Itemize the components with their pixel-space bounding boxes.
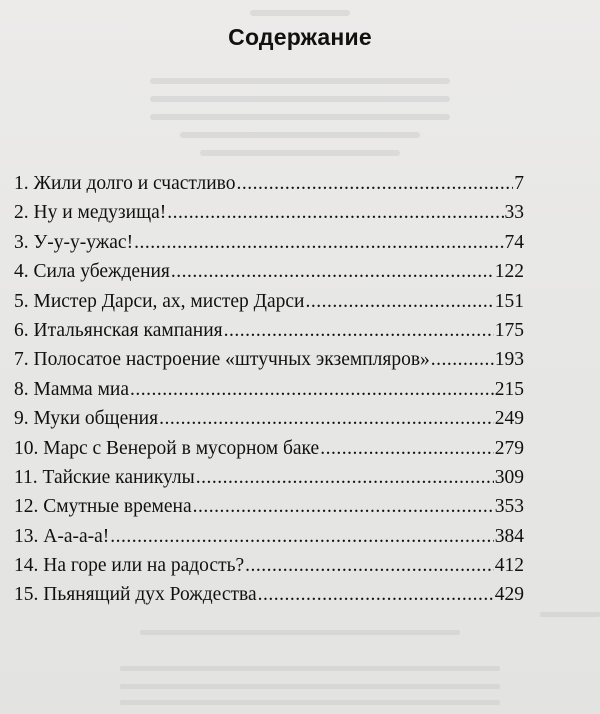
toc-page-number: 412 bbox=[494, 555, 524, 577]
show-through-mark bbox=[250, 10, 350, 16]
toc-page-number: 33 bbox=[504, 202, 524, 224]
toc-entry bbox=[14, 232, 524, 261]
show-through-mark bbox=[150, 78, 450, 84]
toc-entry-title: 11. Тайские каникулы bbox=[14, 466, 195, 488]
toc-entry bbox=[14, 349, 524, 378]
toc-leader-dots bbox=[130, 379, 494, 401]
toc-entry bbox=[14, 438, 524, 467]
toc-leader-dots bbox=[193, 496, 494, 518]
toc-entry bbox=[14, 467, 524, 496]
toc-leader-dots bbox=[236, 173, 513, 195]
toc-leader-dots bbox=[320, 438, 494, 460]
show-through-mark bbox=[120, 666, 500, 671]
toc-entry-title: 7. Полосатое настроение «штучных экземпляров» bbox=[14, 349, 430, 371]
toc-leader-dots bbox=[110, 526, 493, 548]
toc-page-number: 384 bbox=[494, 525, 524, 547]
toc-page-number: 175 bbox=[494, 319, 524, 341]
toc-leader-dots bbox=[159, 408, 494, 430]
toc-leader-dots bbox=[134, 232, 503, 254]
toc-page-number: 122 bbox=[494, 261, 524, 283]
toc-page-number: 74 bbox=[504, 231, 524, 253]
show-through-mark bbox=[120, 700, 500, 705]
toc-leader-dots bbox=[245, 555, 494, 577]
toc-entry bbox=[14, 379, 524, 408]
toc-entry-title: 8. Мамма миа bbox=[14, 378, 130, 400]
toc-entry-title: 3. У-у-у-ужас! bbox=[14, 231, 134, 253]
toc-entry-title: 1. Жили долго и счастливо bbox=[14, 173, 236, 194]
toc-entry bbox=[14, 526, 524, 555]
toc-entry-title: 4. Сила убеждения bbox=[14, 261, 170, 283]
toc-page-number: 215 bbox=[494, 378, 524, 400]
toc-leader-dots bbox=[167, 202, 503, 224]
page-title: Содержание bbox=[228, 24, 372, 50]
toc-entry bbox=[14, 584, 524, 613]
toc-entry bbox=[14, 291, 524, 320]
toc-page-number: 353 bbox=[494, 496, 524, 518]
toc-entry-title: 6. Итальянская кампания bbox=[14, 319, 223, 341]
toc-entry-title: 13. А-а-а-а! bbox=[14, 525, 110, 547]
toc-entry bbox=[14, 496, 524, 525]
toc-entry-title: 5. Мистер Дарси, ах, мистер Дарси bbox=[14, 290, 305, 312]
toc-entry-title: 2. Ну и медузища! bbox=[14, 202, 167, 224]
toc-entry-title: 14. На горе или на радость? bbox=[14, 555, 245, 577]
toc-leader-dots bbox=[258, 584, 494, 606]
toc-page-number: 309 bbox=[494, 466, 524, 488]
toc-entry bbox=[14, 555, 524, 584]
toc-entry bbox=[14, 408, 524, 437]
show-through-mark bbox=[200, 150, 400, 156]
toc-page-number: 429 bbox=[494, 584, 524, 606]
toc-entry-title: 15. Пьянящий дух Рождества bbox=[14, 584, 257, 606]
toc-leader-dots bbox=[196, 467, 494, 489]
toc-entry bbox=[14, 261, 524, 290]
toc-leader-dots bbox=[171, 261, 494, 283]
toc-leader-dots bbox=[431, 349, 494, 371]
toc-entry bbox=[14, 202, 524, 231]
toc-entry bbox=[14, 320, 524, 349]
toc-page-number: 279 bbox=[494, 437, 524, 459]
toc-entry bbox=[14, 173, 524, 202]
toc-leader-dots bbox=[224, 320, 494, 342]
table-of-contents bbox=[14, 173, 524, 614]
show-through-mark bbox=[540, 612, 600, 617]
toc-page-number: 193 bbox=[494, 349, 524, 371]
toc-leader-dots bbox=[305, 291, 493, 313]
show-through-mark bbox=[150, 114, 450, 120]
toc-entry-title: 12. Смутные времена bbox=[14, 496, 192, 518]
toc-entry-title: 10. Марс с Венерой в мусорном баке bbox=[14, 437, 320, 459]
show-through-mark bbox=[180, 132, 420, 138]
toc-page-number: 7 bbox=[514, 173, 524, 194]
toc-entry-title: 9. Муки общения bbox=[14, 408, 159, 430]
show-through-mark bbox=[150, 96, 450, 102]
toc-page-number: 151 bbox=[494, 290, 524, 312]
show-through-mark bbox=[120, 684, 500, 689]
toc-page-number: 249 bbox=[494, 408, 524, 430]
show-through-mark bbox=[140, 630, 460, 635]
